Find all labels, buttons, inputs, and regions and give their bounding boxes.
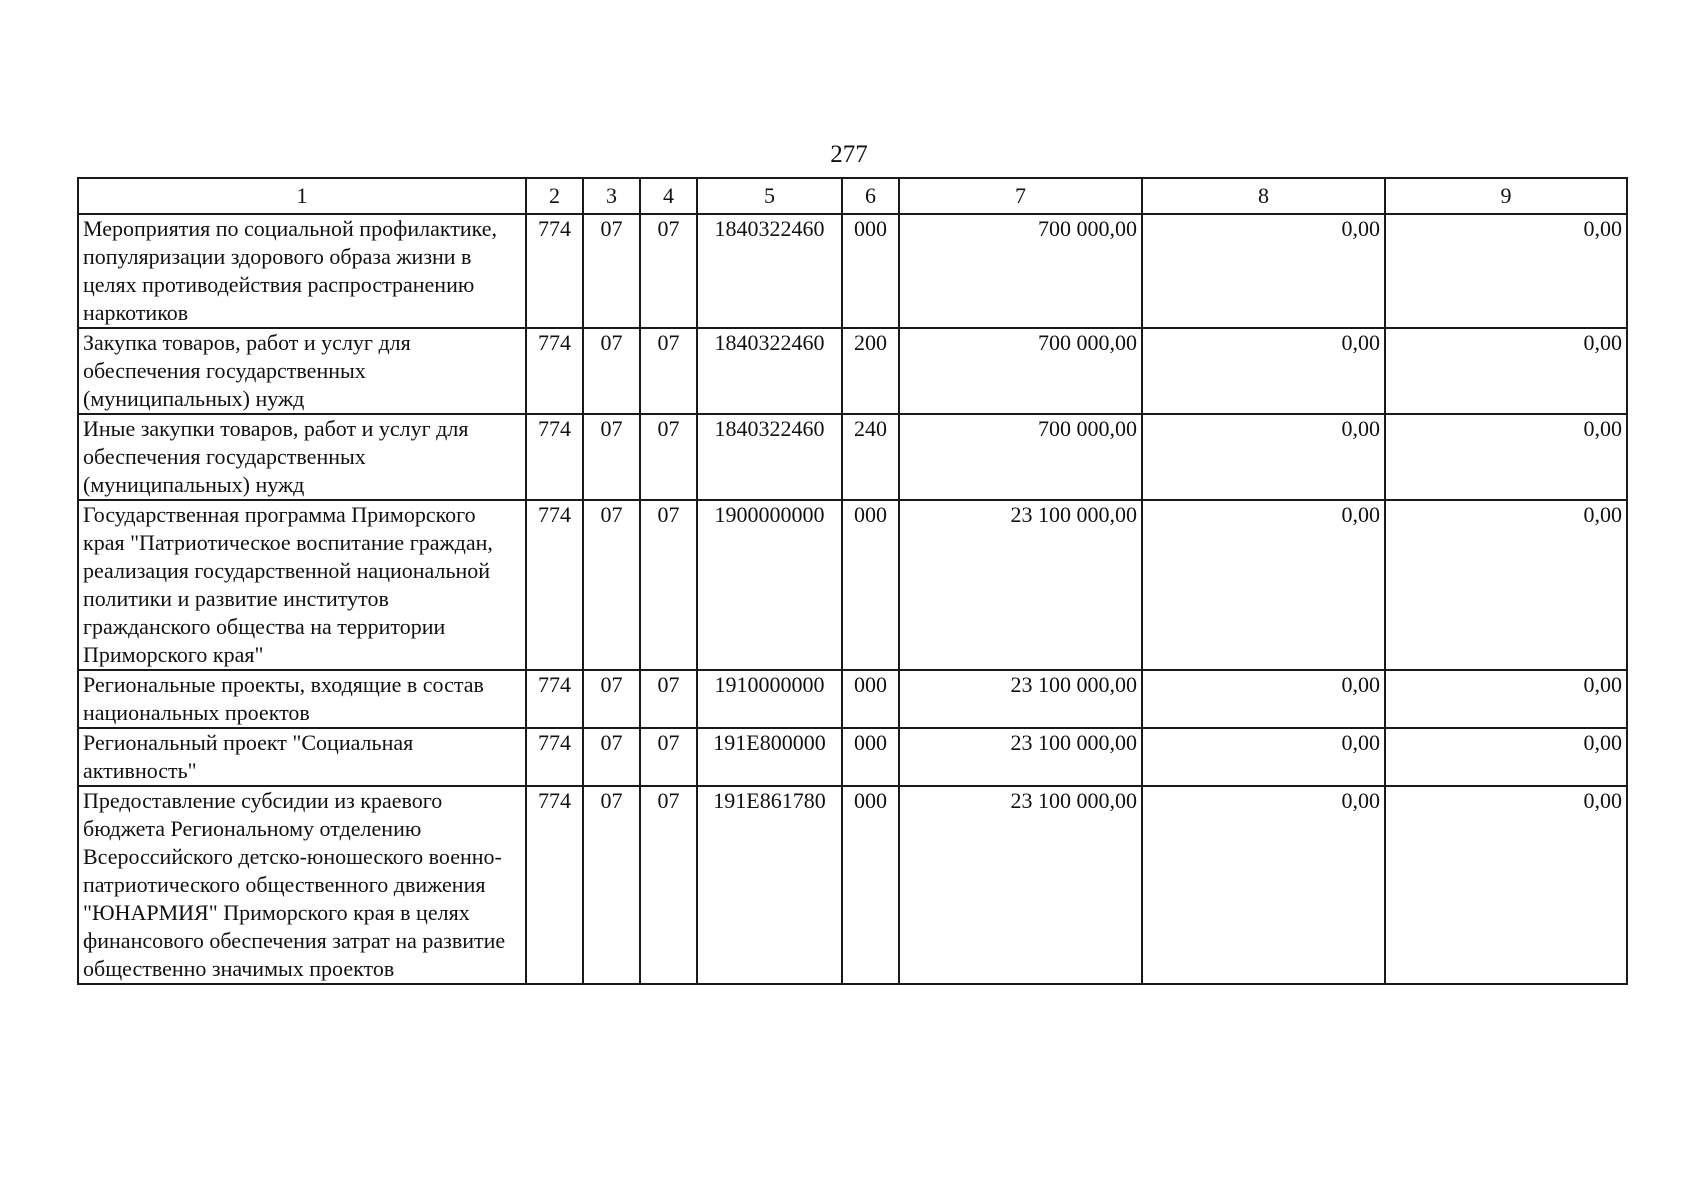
amount-value: 23 100 000,00	[1010, 730, 1137, 755]
amount-value: 700 000,00	[1038, 416, 1137, 441]
amount-col9	[1385, 500, 1627, 670]
header-cell: 1	[78, 178, 526, 214]
header-cell: 3	[583, 178, 640, 214]
page-number: 277	[830, 141, 868, 168]
expense-type-code: 200	[842, 328, 899, 414]
subsection-code: 07	[640, 328, 697, 414]
header-cell: 9	[1385, 178, 1627, 214]
target-article-code: 1840322460	[697, 214, 842, 328]
subsection-code: 07	[640, 414, 697, 500]
amount-col7	[899, 414, 1142, 500]
row-name: Предоставление субсидии из краевого бюджета Региональному отделению Всероссийского детско-юношеского военно-патриотического общественного движения "ЮНАРМИЯ" Приморского края в целях финансового обеспечения затрат на развитие общественно значимых проектов	[78, 786, 526, 984]
expense-type-code: 000	[842, 728, 899, 786]
ministry-code: 774	[526, 670, 583, 728]
amount-value: 0,00	[1583, 330, 1622, 355]
section-code: 07	[583, 728, 640, 786]
ministry-code: 774	[526, 786, 583, 984]
amount-col8	[1142, 786, 1385, 984]
amount-col7	[899, 786, 1142, 984]
amount-col9	[1385, 328, 1627, 414]
table-row	[78, 786, 1627, 984]
subsection-code: 07	[640, 500, 697, 670]
table-row	[78, 414, 1627, 500]
table-row	[78, 328, 1627, 414]
subsection-code: 07	[640, 786, 697, 984]
header-cell: 5	[697, 178, 842, 214]
amount-value: 0,00	[1583, 788, 1622, 813]
section-code: 07	[583, 786, 640, 984]
ministry-code: 774	[526, 328, 583, 414]
table-row	[78, 728, 1627, 786]
section-code: 07	[583, 414, 640, 500]
amount-col7	[899, 728, 1142, 786]
row-name: Региональный проект "Социальная активность"	[78, 728, 526, 786]
expense-type-code: 000	[842, 786, 899, 984]
amount-value: 0,00	[1341, 502, 1380, 527]
header-cell: 2	[526, 178, 583, 214]
amount-value: 23 100 000,00	[1010, 788, 1137, 813]
expense-type-code: 000	[842, 670, 899, 728]
target-article-code: 1840322460	[697, 414, 842, 500]
expense-type-code: 000	[842, 500, 899, 670]
section-code: 07	[583, 328, 640, 414]
amount-value: 0,00	[1341, 672, 1380, 697]
section-code: 07	[583, 670, 640, 728]
amount-col8	[1142, 500, 1385, 670]
header-row	[78, 178, 1627, 214]
amount-value: 0,00	[1341, 788, 1380, 813]
ministry-code: 774	[526, 414, 583, 500]
amount-value: 0,00	[1583, 672, 1622, 697]
amount-value: 0,00	[1583, 730, 1622, 755]
target-article-code: 1840322460	[697, 328, 842, 414]
ministry-code: 774	[526, 214, 583, 328]
header-cell: 6	[842, 178, 899, 214]
budget-table	[77, 177, 1628, 985]
row-name: Закупка товаров, работ и услуг для обеспечения государственных (муниципальных) нужд	[78, 328, 526, 414]
amount-value: 0,00	[1341, 416, 1380, 441]
amount-col9	[1385, 728, 1627, 786]
amount-col7	[899, 500, 1142, 670]
amount-value: 700 000,00	[1038, 216, 1137, 241]
target-article-code: 1900000000	[697, 500, 842, 670]
ministry-code: 774	[526, 728, 583, 786]
amount-value: 0,00	[1341, 330, 1380, 355]
row-name: Мероприятия по социальной профилактике, популяризации здорового образа жизни в целях противодействия распространению наркотиков	[78, 214, 526, 328]
subsection-code: 07	[640, 728, 697, 786]
header-cell: 8	[1142, 178, 1385, 214]
amount-value: 0,00	[1341, 216, 1380, 241]
row-name: Региональные проекты, входящие в состав национальных проектов	[78, 670, 526, 728]
header-cell: 7	[899, 178, 1142, 214]
amount-col9	[1385, 214, 1627, 328]
amount-value: 700 000,00	[1038, 330, 1137, 355]
section-code: 07	[583, 500, 640, 670]
amount-col8	[1142, 214, 1385, 328]
amount-col8	[1142, 670, 1385, 728]
expense-type-code: 240	[842, 414, 899, 500]
header-cell: 4	[640, 178, 697, 214]
amount-col8	[1142, 328, 1385, 414]
target-article-code: 191E861780	[697, 786, 842, 984]
expense-type-code: 000	[842, 214, 899, 328]
amount-col9	[1385, 414, 1627, 500]
amount-col8	[1142, 414, 1385, 500]
amount-value: 23 100 000,00	[1010, 672, 1137, 697]
subsection-code: 07	[640, 214, 697, 328]
section-code: 07	[583, 214, 640, 328]
table-row	[78, 214, 1627, 328]
amount-col7	[899, 214, 1142, 328]
ministry-code: 774	[526, 500, 583, 670]
amount-col9	[1385, 670, 1627, 728]
amount-col7	[899, 670, 1142, 728]
amount-value: 0,00	[1583, 502, 1622, 527]
amount-value: 0,00	[1583, 416, 1622, 441]
table-row	[78, 500, 1627, 670]
amount-value: 0,00	[1583, 216, 1622, 241]
row-name: Государственная программа Приморского края "Патриотическое воспитание граждан, реализация государственной национальной политики и развитие институтов гражданского общества на территории Приморского края"	[78, 500, 526, 670]
amount-col7	[899, 328, 1142, 414]
subsection-code: 07	[640, 670, 697, 728]
amount-col8	[1142, 728, 1385, 786]
row-name: Иные закупки товаров, работ и услуг для обеспечения государственных (муниципальных) нужд	[78, 414, 526, 500]
amount-value: 23 100 000,00	[1010, 502, 1137, 527]
table-row	[78, 670, 1627, 728]
target-article-code: 1910000000	[697, 670, 842, 728]
amount-value: 0,00	[1341, 730, 1380, 755]
target-article-code: 191E800000	[697, 728, 842, 786]
amount-col9	[1385, 786, 1627, 984]
